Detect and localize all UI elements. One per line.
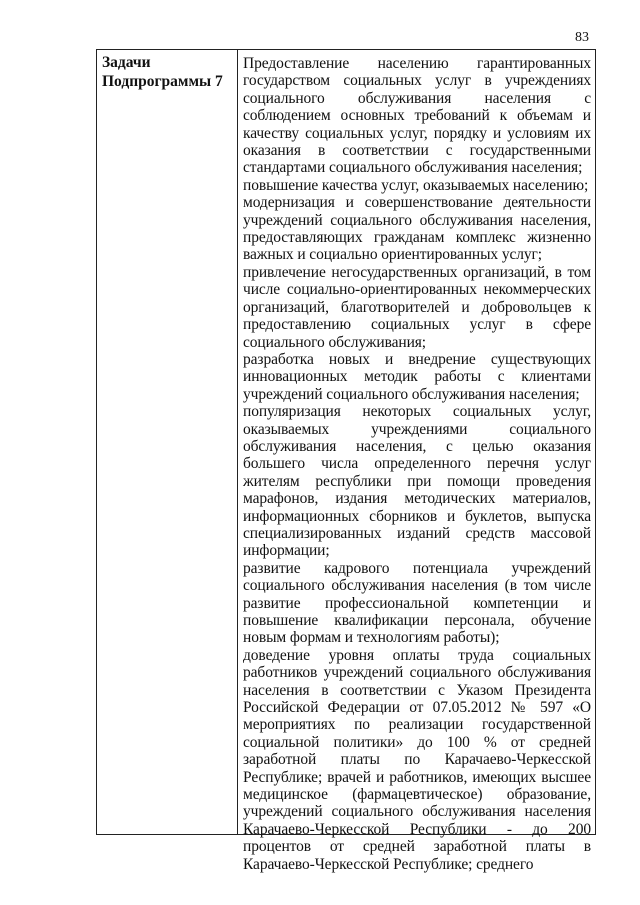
row-header-line-1: Задачи xyxy=(102,54,151,71)
row-header-cell xyxy=(102,53,234,91)
task-paragraph: повышение качества услуг, оказываемых населению; xyxy=(243,176,589,194)
task-paragraph: модернизация и совершенствование деятельности учреждений социального обслуживания населения, предоставляющих гражданам комплекс жизненно важных и социально ориентированных услуг; xyxy=(243,194,591,264)
page-number: 83 xyxy=(575,30,589,45)
task-paragraph: Предоставление населению гарантированных государством социальных услуг в учреждениях социального обслуживания населения с соблюдением основных требований к объемам и качеству социальных услуг, порядку и условиям их оказания в соответствии с государственными стандартами социального обслуживания населения; xyxy=(243,55,591,177)
task-paragraph: доведение уровня оплаты труда социальных работников учреждений социального обслуживания населения в соответствии с Указом Президента Российской Федерации от 07.05.2012 № 597 «О мероприятиях по реализации государственной социальной политики» до 100 % от средней заработной платы по Карачаево-Черкесской Республике; врачей и работников, имеющих высшее медицинское (фармацевтическое) образование, учреждений социального обслуживания населения Карачаево-Черкесской Республики - до 200 процентов от средней заработной платы в Карачаево-Черкесской Республике; среднего xyxy=(243,646,591,873)
task-paragraph: разработка новых и внедрение существующих инновационных методик работы с клиентами учреждений социального обслуживания населения; xyxy=(243,350,591,403)
row-header-line-2: Подпрограммы 7 xyxy=(102,73,223,90)
task-paragraph: привлечение негосударственных организаций, в том числе социально-ориентированных некоммерческих организаций, благотворителей и добровольцев к предоставлению социальных услуг в сфере социального обслуживания; xyxy=(243,263,591,351)
column-divider xyxy=(237,50,238,834)
tasks-content-cell xyxy=(243,55,591,873)
task-paragraph: популяризация некоторых социальных услуг, оказываемых учреждениями социального обслуживания населения, с целью оказания большего числа определенного перечня услуг жителям республики при помощи проведения марафонов, издания методических материалов, информационных сборников и буклетов, выпуска специализированных изданий средств массовой информации; xyxy=(243,403,591,560)
program-tasks-table xyxy=(96,49,596,873)
task-paragraph: развитие кадрового потенциала учреждений социального обслуживания населения (в том числе развитие профессиональной компетенции и повышение квалификации персонала, обучение новым формам и технологиям работы); xyxy=(243,559,591,647)
